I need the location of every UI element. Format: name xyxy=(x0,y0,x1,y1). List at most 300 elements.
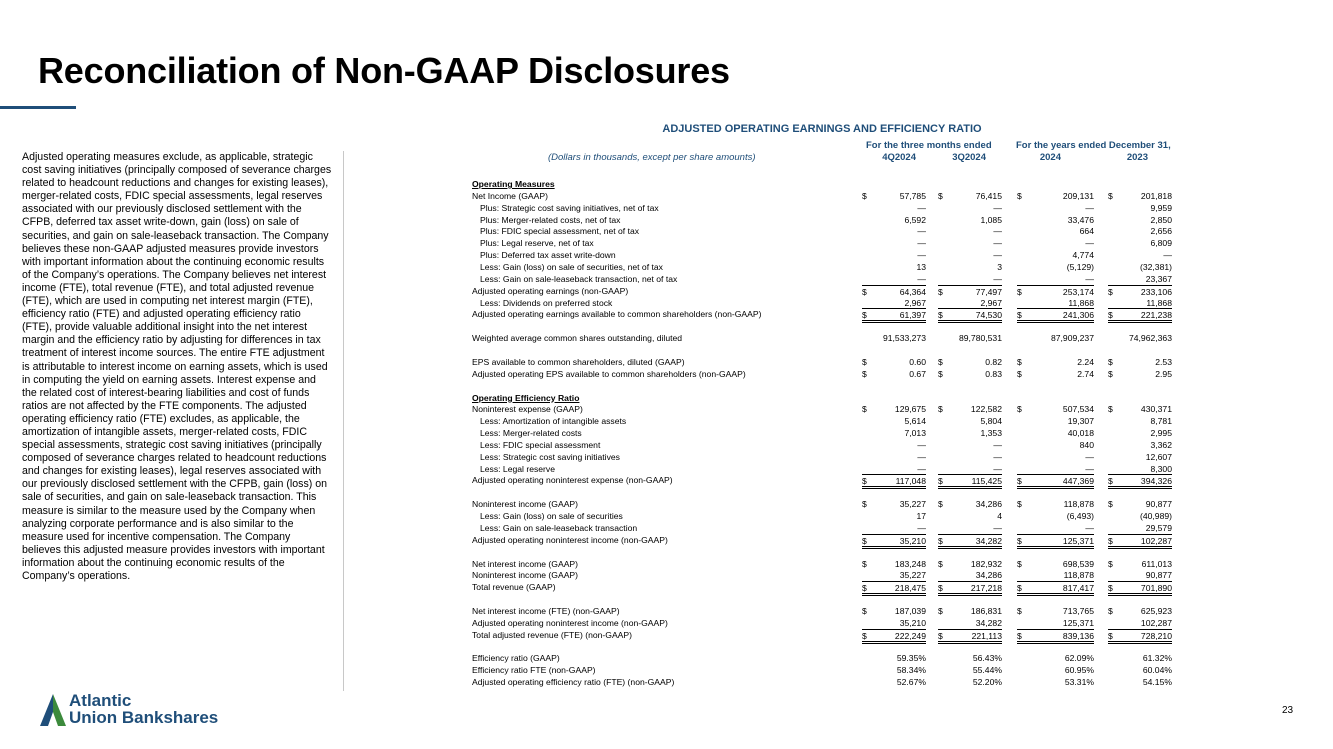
cell-value: 209,131 xyxy=(1062,190,1094,201)
value-cell xyxy=(862,581,926,596)
cell-value: 60.95% xyxy=(1064,665,1094,676)
cell-value: — xyxy=(917,522,926,533)
value-cell xyxy=(1108,498,1172,510)
row-label: Less: Gain (loss) on sale of securities, net of tax xyxy=(480,261,663,272)
cell-value: 0.82 xyxy=(985,356,1002,367)
cell-value: 62.09% xyxy=(1064,653,1094,664)
row-label: Adjusted operating noninterest income (non-GAAP) xyxy=(472,617,668,628)
cell-value: 59.35% xyxy=(896,653,926,664)
table-row xyxy=(472,451,1177,463)
row-label: Adjusted operating earnings available to common shareholders (non-GAAP) xyxy=(472,309,762,320)
cell-value: 839,136 xyxy=(1062,630,1094,641)
cell-value: 611,013 xyxy=(1141,558,1172,569)
value-cell xyxy=(1017,427,1094,439)
value-cell xyxy=(938,214,1002,226)
column-header: 4Q2024 xyxy=(882,152,916,163)
dollar-sign: $ xyxy=(938,286,943,297)
value-cell xyxy=(862,297,926,309)
value-cell xyxy=(1108,214,1172,226)
value-cell xyxy=(862,308,926,323)
dollar-sign: $ xyxy=(1108,476,1113,487)
cell-value: 40,018 xyxy=(1067,428,1094,438)
value-cell xyxy=(1108,569,1172,581)
cell-value: 35,210 xyxy=(899,535,926,546)
dollar-sign: $ xyxy=(1108,356,1113,367)
value-cell xyxy=(862,249,926,261)
cell-value: — xyxy=(1085,273,1094,284)
dollar-sign: $ xyxy=(1108,583,1113,594)
dollar-sign: $ xyxy=(1017,286,1022,297)
value-cell xyxy=(1017,463,1094,475)
dollar-sign: $ xyxy=(862,190,867,201)
cell-value: 102,287 xyxy=(1140,535,1172,546)
row-label: Weighted average common shares outstanding, diluted xyxy=(472,333,683,344)
value-cell xyxy=(1017,237,1094,249)
row-label: Plus: Strategic cost saving initiatives, net of tax xyxy=(480,202,659,213)
value-cell xyxy=(1108,558,1172,570)
dollar-sign: $ xyxy=(862,368,867,379)
cell-value: 241,306 xyxy=(1062,310,1094,321)
cell-value: 34,282 xyxy=(975,617,1002,628)
dollar-sign: $ xyxy=(1017,499,1022,510)
value-cell xyxy=(1108,534,1172,549)
cell-value: — xyxy=(1085,463,1094,474)
table-row xyxy=(472,617,1177,629)
value-cell xyxy=(862,368,926,380)
cell-value: 33,476 xyxy=(1067,214,1094,225)
row-label: Net interest income (FTE) (non-GAAP) xyxy=(472,605,620,616)
table-row xyxy=(472,498,1177,510)
cell-value: 186,831 xyxy=(970,605,1002,616)
value-cell xyxy=(1017,356,1094,368)
value-cell xyxy=(1108,676,1172,688)
cell-value: — xyxy=(1085,202,1094,213)
value-cell xyxy=(1017,534,1094,549)
value-cell xyxy=(938,474,1002,489)
cell-value: 0.83 xyxy=(985,368,1002,379)
cell-value: — xyxy=(993,273,1002,284)
cell-value: 4 xyxy=(997,511,1002,521)
cell-value: 447,369 xyxy=(1062,476,1094,487)
cell-value: 4,774 xyxy=(1072,250,1094,261)
value-cell xyxy=(1108,605,1172,617)
cell-value: 60.04% xyxy=(1142,665,1172,676)
cell-value: 118,878 xyxy=(1063,499,1094,510)
dollar-sign: $ xyxy=(1017,310,1022,321)
value-cell xyxy=(862,403,926,415)
dollar-sign: $ xyxy=(938,356,943,367)
value-cell xyxy=(1017,202,1094,214)
dollar-sign: $ xyxy=(1017,356,1022,367)
cell-value: — xyxy=(993,522,1002,533)
value-cell xyxy=(1017,605,1094,617)
table-row xyxy=(472,237,1177,249)
units-note: (Dollars in thousands, except per share amounts) xyxy=(548,152,756,163)
value-cell xyxy=(1017,308,1094,323)
value-cell xyxy=(1108,474,1172,489)
page-title: Reconciliation of Non-GAAP Disclosures xyxy=(38,50,730,91)
value-cell xyxy=(862,510,926,522)
table-row xyxy=(472,308,1177,320)
table-row xyxy=(472,332,1177,344)
cell-value: 394,326 xyxy=(1140,476,1172,487)
table-row xyxy=(472,225,1177,237)
dollar-sign: $ xyxy=(862,558,867,569)
value-cell xyxy=(938,664,1002,676)
value-cell xyxy=(862,285,926,297)
value-cell xyxy=(1108,427,1172,439)
three-months-header: For the three months ended xyxy=(866,140,992,151)
cell-value: 7,013 xyxy=(904,428,926,438)
value-cell xyxy=(1017,225,1094,237)
value-cell xyxy=(1017,297,1094,309)
cell-value: 698,539 xyxy=(1062,558,1094,569)
cell-value: 253,174 xyxy=(1062,286,1094,297)
value-cell xyxy=(862,676,926,688)
cell-value: 221,238 xyxy=(1140,310,1172,321)
value-cell xyxy=(1017,439,1094,451)
cell-value: 35,227 xyxy=(899,570,926,581)
dollar-sign: $ xyxy=(1017,630,1022,641)
row-label: EPS available to common shareholders, diluted (GAAP) xyxy=(472,356,685,367)
cell-value: 89,780,531 xyxy=(958,333,1002,344)
cell-value: 183,248 xyxy=(894,558,926,569)
table-row xyxy=(472,403,1177,415)
value-cell xyxy=(938,415,1002,427)
cell-value: 2,850 xyxy=(1150,214,1172,225)
cell-value: — xyxy=(917,439,926,450)
row-label: Noninterest income (GAAP) xyxy=(472,499,579,510)
dollar-sign: $ xyxy=(1108,535,1113,546)
table-row xyxy=(472,190,1177,202)
cell-value: — xyxy=(917,463,926,474)
dollar-sign: $ xyxy=(1108,368,1113,379)
value-cell xyxy=(862,237,926,249)
cell-value: 58.34% xyxy=(896,665,926,676)
cell-value: — xyxy=(917,451,926,462)
cell-value: 507,534 xyxy=(1062,404,1094,415)
value-cell xyxy=(1017,652,1094,664)
row-label: Less: Gain (loss) on sale of securities xyxy=(480,511,623,521)
cell-value: 3,362 xyxy=(1150,439,1172,450)
value-cell xyxy=(938,308,1002,323)
cell-value: — xyxy=(993,250,1002,261)
value-cell xyxy=(938,368,1002,380)
dollar-sign: $ xyxy=(862,310,867,321)
value-cell xyxy=(1108,249,1172,261)
table-row xyxy=(472,368,1177,380)
value-cell xyxy=(938,676,1002,688)
value-cell xyxy=(938,534,1002,549)
value-cell xyxy=(1108,439,1172,451)
value-cell xyxy=(862,463,926,475)
value-cell xyxy=(862,225,926,237)
cell-value: 87,909,237 xyxy=(1050,333,1094,344)
cell-value: — xyxy=(917,238,926,249)
value-cell xyxy=(862,498,926,510)
cell-value: 90,877 xyxy=(1145,570,1172,581)
cell-value: 125,371 xyxy=(1062,617,1094,628)
cell-value: 6,809 xyxy=(1150,238,1172,249)
cell-value: 35,227 xyxy=(899,499,926,510)
value-cell xyxy=(1108,297,1172,309)
value-cell xyxy=(1017,474,1094,489)
page-number: 23 xyxy=(1282,705,1294,716)
cell-value: (6,493) xyxy=(1066,511,1094,521)
cell-value: 52.67% xyxy=(896,677,926,688)
value-cell xyxy=(1108,368,1172,380)
logo-line-1: Atlantic xyxy=(69,691,132,710)
cell-value: 2,995 xyxy=(1150,428,1172,438)
cell-value: 6,592 xyxy=(904,214,926,225)
cell-value: 115,425 xyxy=(971,476,1002,487)
value-cell xyxy=(938,463,1002,475)
section-heading xyxy=(472,392,1177,404)
cell-value: 55.44% xyxy=(972,665,1002,676)
cell-value: 8,300 xyxy=(1150,463,1172,474)
table-row xyxy=(472,415,1177,427)
cell-value: — xyxy=(993,226,1002,237)
row-label: Less: Dividends on preferred stock xyxy=(480,297,613,308)
dollar-sign: $ xyxy=(1017,190,1022,201)
dollar-sign: $ xyxy=(862,499,867,510)
value-cell xyxy=(1108,356,1172,368)
cell-value: 218,475 xyxy=(894,583,926,594)
value-cell xyxy=(938,510,1002,522)
dollar-sign: $ xyxy=(862,630,867,641)
cell-value: 2.95 xyxy=(1155,368,1172,379)
value-cell xyxy=(938,237,1002,249)
cell-value: 56.43% xyxy=(972,653,1002,664)
cell-value: 233,106 xyxy=(1140,286,1172,297)
cell-value: 34,286 xyxy=(975,570,1002,581)
row-label: Plus: Merger-related costs, net of tax xyxy=(480,214,621,225)
cell-value: 11,868 xyxy=(1068,297,1094,308)
value-cell xyxy=(862,273,926,285)
cell-value: 54.15% xyxy=(1142,677,1172,688)
cell-value: — xyxy=(1085,238,1094,249)
row-label: Less: Strategic cost saving initiatives xyxy=(480,451,620,462)
cell-value: 2,967 xyxy=(980,297,1002,308)
value-cell xyxy=(938,451,1002,463)
dollar-sign: $ xyxy=(938,535,943,546)
cell-value: 34,286 xyxy=(975,499,1002,510)
cell-value: 17 xyxy=(916,511,926,521)
value-cell xyxy=(1017,629,1094,644)
cell-value: — xyxy=(993,463,1002,474)
row-label: Total adjusted revenue (FTE) (non-GAAP) xyxy=(472,629,633,640)
dollar-sign: $ xyxy=(862,286,867,297)
value-cell xyxy=(1017,190,1094,202)
row-label: Operating Efficiency Ratio xyxy=(472,392,580,403)
cell-value: — xyxy=(1085,522,1094,533)
cell-value: 713,765 xyxy=(1062,605,1094,616)
dollar-sign: $ xyxy=(862,404,867,415)
years-ended-header: For the years ended December 31, xyxy=(1016,140,1171,151)
cell-value: 3 xyxy=(997,261,1002,272)
value-cell xyxy=(862,202,926,214)
table-row xyxy=(472,463,1177,475)
cell-value: 2,656 xyxy=(1150,226,1172,237)
table-row xyxy=(472,202,1177,214)
value-cell xyxy=(1017,569,1094,581)
value-cell xyxy=(862,332,926,344)
value-cell xyxy=(938,581,1002,596)
table-row xyxy=(472,605,1177,617)
cell-value: 11,868 xyxy=(1146,297,1172,308)
row-label: Adjusted operating efficiency ratio (FTE) (non-GAAP) xyxy=(472,677,675,688)
table-row xyxy=(472,569,1177,581)
cell-value: 0.60 xyxy=(909,356,926,367)
value-cell xyxy=(1108,629,1172,644)
cell-value: 217,218 xyxy=(970,583,1002,594)
cell-value: 625,923 xyxy=(1140,605,1172,616)
dollar-sign: $ xyxy=(938,190,943,201)
row-label: Total revenue (GAAP) xyxy=(472,582,556,593)
cell-value: — xyxy=(917,273,926,284)
table-row xyxy=(472,522,1177,534)
value-cell xyxy=(938,498,1002,510)
cell-value: — xyxy=(917,226,926,237)
table-row xyxy=(472,297,1177,309)
value-cell xyxy=(862,214,926,226)
cell-value: 23,367 xyxy=(1145,273,1172,284)
cell-value: 74,962,363 xyxy=(1128,333,1172,344)
value-cell xyxy=(862,474,926,489)
cell-value: 817,417 xyxy=(1062,583,1094,594)
value-cell xyxy=(938,439,1002,451)
value-cell xyxy=(938,356,1002,368)
row-label: Net Income (GAAP) xyxy=(472,190,548,201)
cell-value: 5,804 xyxy=(980,416,1002,427)
value-cell xyxy=(1108,225,1172,237)
value-cell xyxy=(862,558,926,570)
value-cell xyxy=(1108,617,1172,629)
cell-value: 61.32% xyxy=(1142,653,1172,664)
dollar-sign: $ xyxy=(938,368,943,379)
value-cell xyxy=(1108,652,1172,664)
dollar-sign: $ xyxy=(1017,535,1022,546)
cell-value: 12,607 xyxy=(1145,451,1172,462)
dollar-sign: $ xyxy=(1017,558,1022,569)
cell-value: 840 xyxy=(1079,439,1094,450)
value-cell xyxy=(1017,510,1094,522)
cell-value: 118,878 xyxy=(1063,570,1094,581)
value-cell xyxy=(1108,285,1172,297)
dollar-sign: $ xyxy=(938,630,943,641)
value-cell xyxy=(938,285,1002,297)
cell-value: 701,890 xyxy=(1140,583,1172,594)
cell-value: 35,210 xyxy=(899,617,926,628)
dollar-sign: $ xyxy=(1108,605,1113,616)
cell-value: 1,353 xyxy=(980,428,1002,438)
value-cell xyxy=(862,617,926,629)
value-cell xyxy=(862,451,926,463)
dollar-sign: $ xyxy=(938,310,943,321)
cell-value: 125,371 xyxy=(1062,535,1094,546)
value-cell xyxy=(1017,261,1094,273)
cell-value: 5,614 xyxy=(904,416,926,427)
value-cell xyxy=(862,261,926,273)
row-label: Less: FDIC special assessment xyxy=(480,439,601,450)
row-label: Less: Gain on sale-leaseback transaction xyxy=(480,522,638,533)
cell-value: 53.31% xyxy=(1064,677,1094,688)
cell-value: 182,932 xyxy=(970,558,1002,569)
cell-value: 91,533,273 xyxy=(882,333,926,344)
cell-value: 2.53 xyxy=(1155,356,1172,367)
value-cell xyxy=(862,569,926,581)
dollar-sign: $ xyxy=(1108,558,1113,569)
dollar-sign: $ xyxy=(1017,583,1022,594)
value-cell xyxy=(1017,676,1094,688)
dollar-sign: $ xyxy=(1017,404,1022,415)
dollar-sign: $ xyxy=(862,605,867,616)
value-cell xyxy=(862,629,926,644)
cell-value: 221,113 xyxy=(971,630,1002,641)
cell-value: 1,085 xyxy=(980,214,1002,225)
cell-value: 74,530 xyxy=(975,310,1002,321)
table-row xyxy=(472,510,1177,522)
value-cell xyxy=(862,652,926,664)
value-cell xyxy=(862,427,926,439)
cell-value: 102,287 xyxy=(1140,617,1172,628)
dollar-sign: $ xyxy=(938,558,943,569)
dollar-sign: $ xyxy=(1017,368,1022,379)
cell-value: 117,048 xyxy=(895,476,926,487)
dollar-sign: $ xyxy=(938,404,943,415)
table-row xyxy=(472,214,1177,226)
value-cell xyxy=(1108,581,1172,596)
value-cell xyxy=(938,558,1002,570)
table-row xyxy=(472,356,1177,368)
dollar-sign: $ xyxy=(1108,404,1113,415)
dollar-sign: $ xyxy=(938,499,943,510)
dollar-sign: $ xyxy=(1108,190,1113,201)
cell-value: 29,579 xyxy=(1145,522,1172,533)
value-cell xyxy=(862,664,926,676)
dollar-sign: $ xyxy=(862,583,867,594)
value-cell xyxy=(938,273,1002,285)
dollar-sign: $ xyxy=(1108,286,1113,297)
value-cell xyxy=(1017,249,1094,261)
row-label: Efficiency ratio (GAAP) xyxy=(472,653,560,664)
cell-value: 13 xyxy=(916,261,926,272)
row-label: Adjusted operating earnings (non-GAAP) xyxy=(472,285,629,296)
value-cell xyxy=(1017,332,1094,344)
value-cell xyxy=(1108,190,1172,202)
value-cell xyxy=(1017,498,1094,510)
cell-value: 664 xyxy=(1079,226,1094,237)
value-cell xyxy=(938,332,1002,344)
value-cell xyxy=(1108,451,1172,463)
table-title: ADJUSTED OPERATING EARNINGS AND EFFICIENCY RATIO xyxy=(662,123,982,135)
value-cell xyxy=(1108,308,1172,323)
value-cell xyxy=(938,261,1002,273)
value-cell xyxy=(862,605,926,617)
value-cell xyxy=(1017,581,1094,596)
dollar-sign: $ xyxy=(862,535,867,546)
value-cell xyxy=(862,522,926,534)
value-cell xyxy=(862,356,926,368)
value-cell xyxy=(1108,415,1172,427)
dollar-sign: $ xyxy=(1108,630,1113,641)
cell-value: — xyxy=(1085,451,1094,462)
row-label: Adjusted operating noninterest expense (non-GAAP) xyxy=(472,475,673,486)
value-cell xyxy=(1017,522,1094,534)
table-row xyxy=(472,558,1177,570)
value-cell xyxy=(938,202,1002,214)
cell-value: 64,364 xyxy=(899,286,926,297)
